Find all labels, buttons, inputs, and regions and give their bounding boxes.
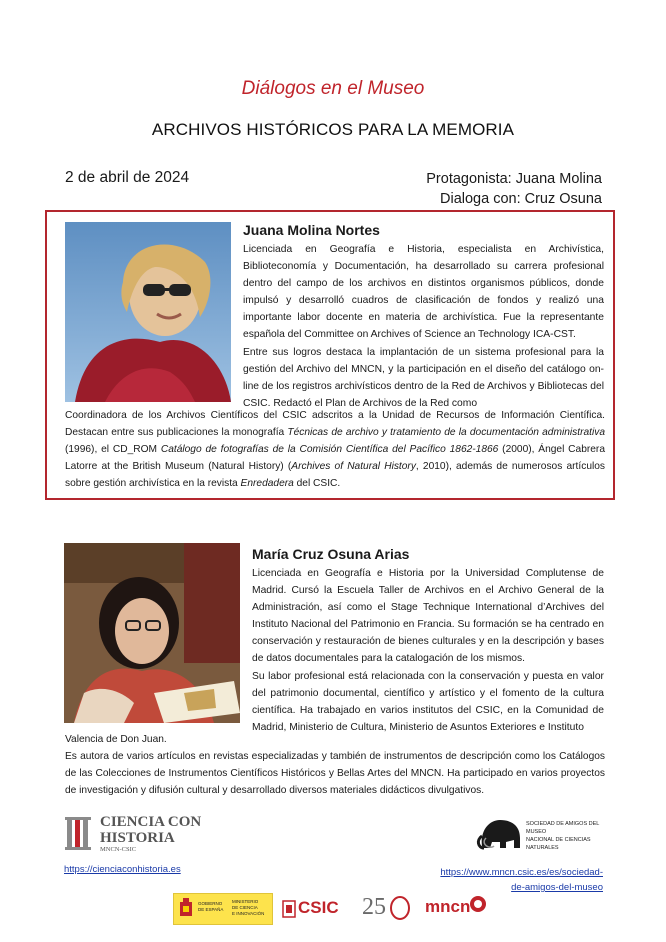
cch-sub: MNCN-CSIC: [100, 846, 137, 853]
profile1-book2: Catálogo de fotografías de la Comisión Científica del Pacífico 1862-1866: [160, 444, 499, 456]
profile1-book3: Archives of Natural History: [291, 461, 416, 473]
anniversary-zero-icon: [389, 896, 411, 920]
mncn-link-wrap: [440, 864, 603, 894]
event-date: 2 de abril de 2024: [65, 169, 190, 186]
profile1-t3: , 2010), además de numerosos artículos sobre gestión archivística en la revista: [65, 461, 606, 490]
profile1-name: Juana Molina Nortes: [243, 222, 380, 238]
mncn-250-logo: [362, 892, 412, 926]
mncn-sociedad-link-line2[interactable]: de-amigos-del-museo: [511, 882, 603, 893]
coat-of-arms-icon: [178, 898, 194, 920]
profile1-book1: Técnicas de archivo y tratamiento de la documentación administrativa: [287, 427, 605, 439]
min-line3: E INNOVACIÓN: [232, 911, 265, 916]
soc-line2: NACIONAL DE CIENCIAS NATURALES: [526, 837, 591, 851]
profile2-wide2: Es autora de varios artículos en revistas especializadas y también de instrumentos de descripción como los Catálogos de las Colecciones de Instrumentos Científicos Históricos y Bellas Artes del MNCN. Ha participado en varios proyectos de investigación y difusión cultural y desarrollado diversos materiales didácticos divulgativos.: [65, 751, 605, 797]
mncn-logo: [425, 894, 487, 924]
profile1-t1: (1996), el CD_ROM: [65, 444, 161, 456]
profile1-para1: Licenciada en Geografía e Historia, especialista en Archivística, Biblioteconomía y Documentación, ha desarrollado su carrera profesional dentro del campo de los archivos en distintos organismos públicos, donde impulsó y desarrolló cuadros de clasificación de fondos y realizó una importante labor docente en materia de archivística. Fue la representante española del Committee on Archives of Science an Technology ICA-CST.: [243, 244, 604, 341]
min-line1: MINISTERIO: [232, 899, 259, 904]
profile2-bio: [252, 565, 604, 736]
page-title: ARCHIVOS HISTÓRICOS PARA LA MEMORIA: [151, 120, 515, 139]
profile1-t2: (2000), Ángel Cabrera Latorre at the British Museum (Natural History) (: [65, 444, 605, 473]
mammoth-icon: [476, 812, 526, 852]
profile1-bio-wide: [65, 407, 605, 492]
event-series-title: Diálogos en el Museo: [241, 78, 425, 99]
profile2-wide1: Valencia de Don Juan.: [65, 734, 167, 745]
csic-logo: [282, 896, 344, 922]
mncn-circle-icon: [469, 895, 487, 913]
cienciaconhistoria-link[interactable]: https://cienciaconhistoria.es: [64, 864, 181, 875]
profile1-wide-lead: Coordinadora de los Archivos Científicos del CSIC adscritos a la Unidad de Recursos de Información Científica. Destacan entre sus publicaciones la monografía: [65, 410, 605, 439]
gobierno-espana-logo: [173, 893, 273, 925]
photo-juana-molina: [65, 222, 231, 402]
csic-text: CSIC: [298, 898, 339, 917]
min-line2: DE CIENCIA: [232, 905, 258, 910]
profile2-bio-wide: [65, 731, 605, 799]
gob-line1: GOBIERNO: [198, 901, 223, 906]
profile2-para2: Su labor profesional está relacionada con la conservación y puesta en valor del patrimonio documental, científico y artístico y el fomento de la cultura científica. Ha trabajado en varios institutos del CSIC, en la Comunidad de Madrid, Ministerio de Cultura, Ministerio de Asuntos Exteriores e Instituto: [252, 670, 604, 733]
profile1-journal: Enredadera: [240, 478, 294, 490]
ciencia-con-historia-logo: [64, 814, 224, 854]
column-icon: [64, 816, 98, 850]
mncn-sociedad-link-line1[interactable]: https://www.mncn.csic.es/es/sociedad-: [440, 867, 603, 878]
participants: [426, 169, 602, 209]
csic-emblem-icon: [282, 899, 296, 919]
dialogue-line: Dialoga con: Cruz Osuna: [440, 191, 602, 207]
protagonist-line: Protagonista: Juana Molina: [426, 171, 602, 187]
cch-line2: HISTORIA: [100, 830, 175, 846]
profile2-para1: Licenciada en Geografía e Historia por la Universidad Complutense de Madrid. Cursó la Escuela Taller de Archivos en el Archivo General de la Administración, así como el Stage Technique International d’Archives del Instituto Nacional del Patrimonio en Francia. Su formación se ha centrado en conservación y restauración de bienes culturales y en la descripción y bases de datos documentales para la catalogación de los mismos.: [252, 568, 604, 665]
profile1-para2: Entre sus logros destaca la implantación de un sistema profesional para la gestión del Archivo del MNCN, y la participación en el diseño del catálogo on-line de los registros archivísticos dentro de la Red de Archivos y Bibliotecas del CSIC. Redactó el Plan de Archivos de la Red como: [243, 346, 604, 409]
profile2-name: María Cruz Osuna Arias: [252, 546, 410, 562]
soc-line1: SOCIEDAD DE AMIGOS DEL MUSEO: [526, 821, 600, 835]
profile1-bio: [243, 241, 604, 412]
mncn-text: mncn: [425, 897, 471, 916]
cch-line1: CIENCIA CON: [100, 814, 202, 830]
gob-line2: DE ESPAÑA: [198, 907, 224, 912]
n250-text: 25: [362, 894, 386, 920]
sociedad-amigos-logo: [476, 812, 616, 854]
profile1-t4: del CSIC.: [293, 478, 341, 490]
photo-maria-cruz-osuna: [64, 543, 240, 723]
